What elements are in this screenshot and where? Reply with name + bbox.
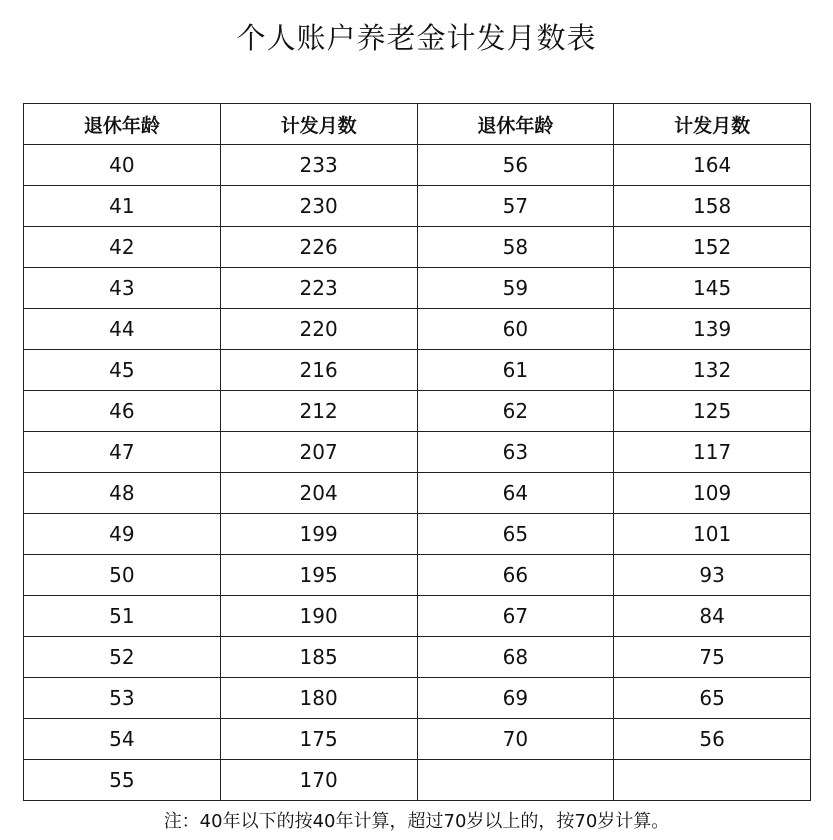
cell-retirement-age-left: 54 [24, 719, 221, 760]
cell-retirement-age-left: 43 [24, 268, 221, 309]
table-row [24, 186, 811, 227]
cell-retirement-age-right: 69 [417, 678, 614, 719]
cell-payment-months-right: 125 [614, 391, 811, 432]
cell-payment-months-left: 204 [220, 473, 417, 514]
cell-retirement-age-left: 49 [24, 514, 221, 555]
cell-payment-months-right: 158 [614, 186, 811, 227]
cell-retirement-age-left: 45 [24, 350, 221, 391]
header-retirement-age-right: 退休年龄 [417, 104, 614, 145]
table-row [24, 227, 811, 268]
cell-payment-months-right: 164 [614, 145, 811, 186]
table-row [24, 555, 811, 596]
table-row [24, 596, 811, 637]
cell-retirement-age-left: 52 [24, 637, 221, 678]
table-row [24, 514, 811, 555]
cell-payment-months-right: 93 [614, 555, 811, 596]
cell-retirement-age-left: 41 [24, 186, 221, 227]
cell-retirement-age-right: 63 [417, 432, 614, 473]
cell-retirement-age-left: 53 [24, 678, 221, 719]
header-payment-months-left: 计发月数 [220, 104, 417, 145]
table-row [24, 309, 811, 350]
cell-retirement-age-right: 67 [417, 596, 614, 637]
cell-retirement-age-right: 56 [417, 145, 614, 186]
table-row [24, 678, 811, 719]
cell-retirement-age-right: 61 [417, 350, 614, 391]
cell-payment-months-right: 109 [614, 473, 811, 514]
table-row [24, 637, 811, 678]
cell-retirement-age-left: 47 [24, 432, 221, 473]
cell-retirement-age-left: 55 [24, 760, 221, 801]
cell-payment-months-right: 101 [614, 514, 811, 555]
cell-retirement-age-right: 60 [417, 309, 614, 350]
cell-payment-months-right: 117 [614, 432, 811, 473]
cell-payment-months-left: 226 [220, 227, 417, 268]
cell-retirement-age-right: 58 [417, 227, 614, 268]
cell-retirement-age-left: 51 [24, 596, 221, 637]
cell-payment-months-left: 175 [220, 719, 417, 760]
cell-retirement-age-left: 42 [24, 227, 221, 268]
cell-payment-months-right: 132 [614, 350, 811, 391]
table-row [24, 760, 811, 801]
table-body [24, 145, 811, 801]
cell-retirement-age-right: 65 [417, 514, 614, 555]
cell-payment-months-left: 199 [220, 514, 417, 555]
cell-retirement-age-right: 66 [417, 555, 614, 596]
cell-payment-months-left: 212 [220, 391, 417, 432]
cell-retirement-age-right: 57 [417, 186, 614, 227]
cell-retirement-age-right: 59 [417, 268, 614, 309]
cell-payment-months-right: 152 [614, 227, 811, 268]
cell-payment-months-left: 223 [220, 268, 417, 309]
table-row [24, 473, 811, 514]
header-retirement-age-left: 退休年龄 [24, 104, 221, 145]
cell-payment-months-right: 65 [614, 678, 811, 719]
cell-payment-months-left: 195 [220, 555, 417, 596]
cell-payment-months-right: 145 [614, 268, 811, 309]
cell-payment-months-left: 170 [220, 760, 417, 801]
cell-payment-months-left: 180 [220, 678, 417, 719]
cell-retirement-age-left: 48 [24, 473, 221, 514]
table-header-row [24, 104, 811, 145]
cell-retirement-age-right: 64 [417, 473, 614, 514]
cell-payment-months-right: 139 [614, 309, 811, 350]
cell-payment-months-left: 190 [220, 596, 417, 637]
cell-payment-months-right: 75 [614, 637, 811, 678]
table-row [24, 268, 811, 309]
cell-payment-months-left: 216 [220, 350, 417, 391]
pension-months-table [23, 103, 811, 801]
cell-payment-months-left: 185 [220, 637, 417, 678]
cell-retirement-age-left: 44 [24, 309, 221, 350]
cell-payment-months-left: 220 [220, 309, 417, 350]
cell-retirement-age-left: 50 [24, 555, 221, 596]
table-row [24, 719, 811, 760]
page-title: 个人账户养老金计发月数表 [236, 21, 597, 55]
cell-payment-months-right: 56 [614, 719, 811, 760]
cell-retirement-age-left: 40 [24, 145, 221, 186]
table-row [24, 432, 811, 473]
cell-payment-months-left: 207 [220, 432, 417, 473]
cell-retirement-age-right: 62 [417, 391, 614, 432]
table-row [24, 350, 811, 391]
cell-retirement-age-right: 70 [417, 719, 614, 760]
cell-retirement-age-left: 46 [24, 391, 221, 432]
table-row [24, 145, 811, 186]
footnote: 注：40年以下的按40年计算，超过70岁以上的，按70岁计算。 [163, 811, 670, 832]
cell-payment-months-left: 230 [220, 186, 417, 227]
table-row [24, 391, 811, 432]
cell-payment-months-right: 84 [614, 596, 811, 637]
cell-retirement-age-right [417, 760, 614, 801]
header-payment-months-right: 计发月数 [614, 104, 811, 145]
cell-retirement-age-right: 68 [417, 637, 614, 678]
cell-payment-months-left: 233 [220, 145, 417, 186]
cell-payment-months-right [614, 760, 811, 801]
